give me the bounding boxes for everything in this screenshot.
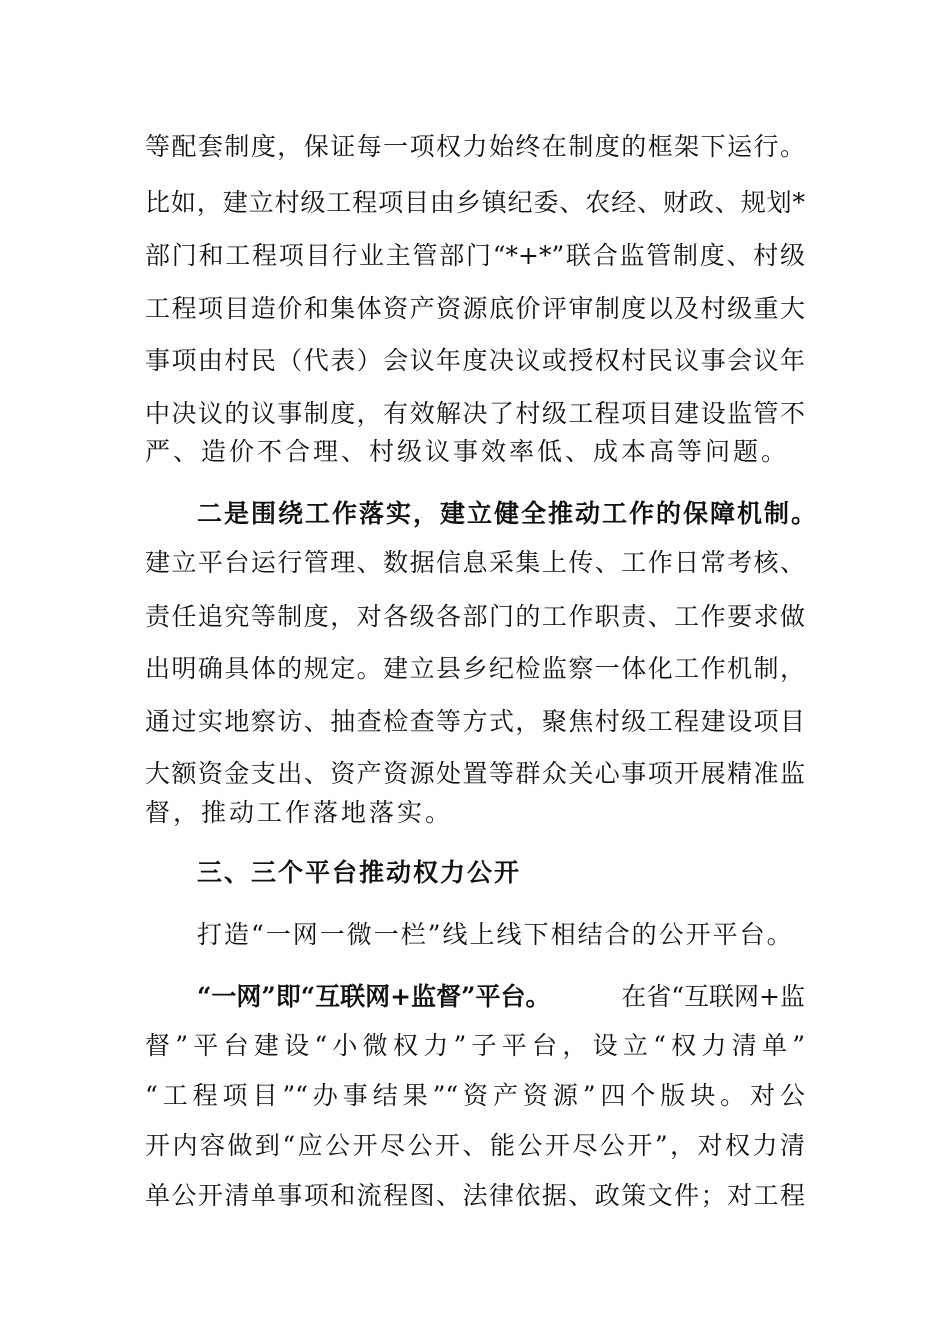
paragraph-heading: 二是围绕工作落实，建立健全推动工作的保障机制。 <box>197 499 819 528</box>
text-line: 建立平台运行管理、数据信息采集上传、工作日常考核、 <box>145 548 805 577</box>
text-line: 严、造价不合理、村级议事效率低、成本高等问题。 <box>145 437 790 466</box>
text-line: “工程项目”“办事结果”“资产资源”四个版块。对公 <box>145 1081 805 1110</box>
text-line: 比如，建立村级工程项目由乡镇纪委、农经、财政、规划* <box>145 188 805 217</box>
text-line: 督”平台建设“小微权力”子平台，设立“权力清单” <box>145 1031 805 1060</box>
section-heading: 三、三个平台推动权力公开 <box>197 858 522 887</box>
text-line: 等配套制度，保证每一项权力始终在制度的框架下运行。 <box>145 132 805 161</box>
text-line: 打造“一网一微一栏”线上线下相结合的公开平台。 <box>197 920 794 949</box>
text-line: 出明确具体的规定。建立县乡纪检监察一体化工作机制， <box>145 654 805 683</box>
text-line: 事项由村民（代表）会议年度决议或授权村民议事会议年 <box>145 346 805 375</box>
text-line: 大额资金支出、资产资源处置等群众关心事项开展精准监 <box>145 759 805 788</box>
text-line: 督，推动工作落地落实。 <box>145 798 454 827</box>
text-line: 中决议的议事制度，有效解决了村级工程项目建设监管不 <box>145 399 805 428</box>
paragraph-lead: “一网”即“互联网+监督”平台。 <box>197 982 551 1011</box>
text-line: 工程项目造价和集体资产资源底价评审制度以及村级重大 <box>145 294 805 323</box>
text-line: 责任追究等制度，对各级各部门的工作职责、工作要求做 <box>145 602 805 631</box>
text-line: 开内容做到“应公开尽公开、能公开尽公开”，对权力清 <box>145 1131 805 1160</box>
paragraph-lead-rest: 在省“互联网+监 <box>621 982 805 1011</box>
text-line: 通过实地察访、抽查检查等方式，聚焦村级工程建设项目 <box>145 707 805 736</box>
text-line <box>197 977 805 1017</box>
text-line: 单公开清单事项和流程图、法律依据、政策文件；对工程 <box>145 1181 805 1210</box>
text-line: 部门和工程项目行业主管部门“*+*”联合监管制度、村级 <box>145 241 805 270</box>
